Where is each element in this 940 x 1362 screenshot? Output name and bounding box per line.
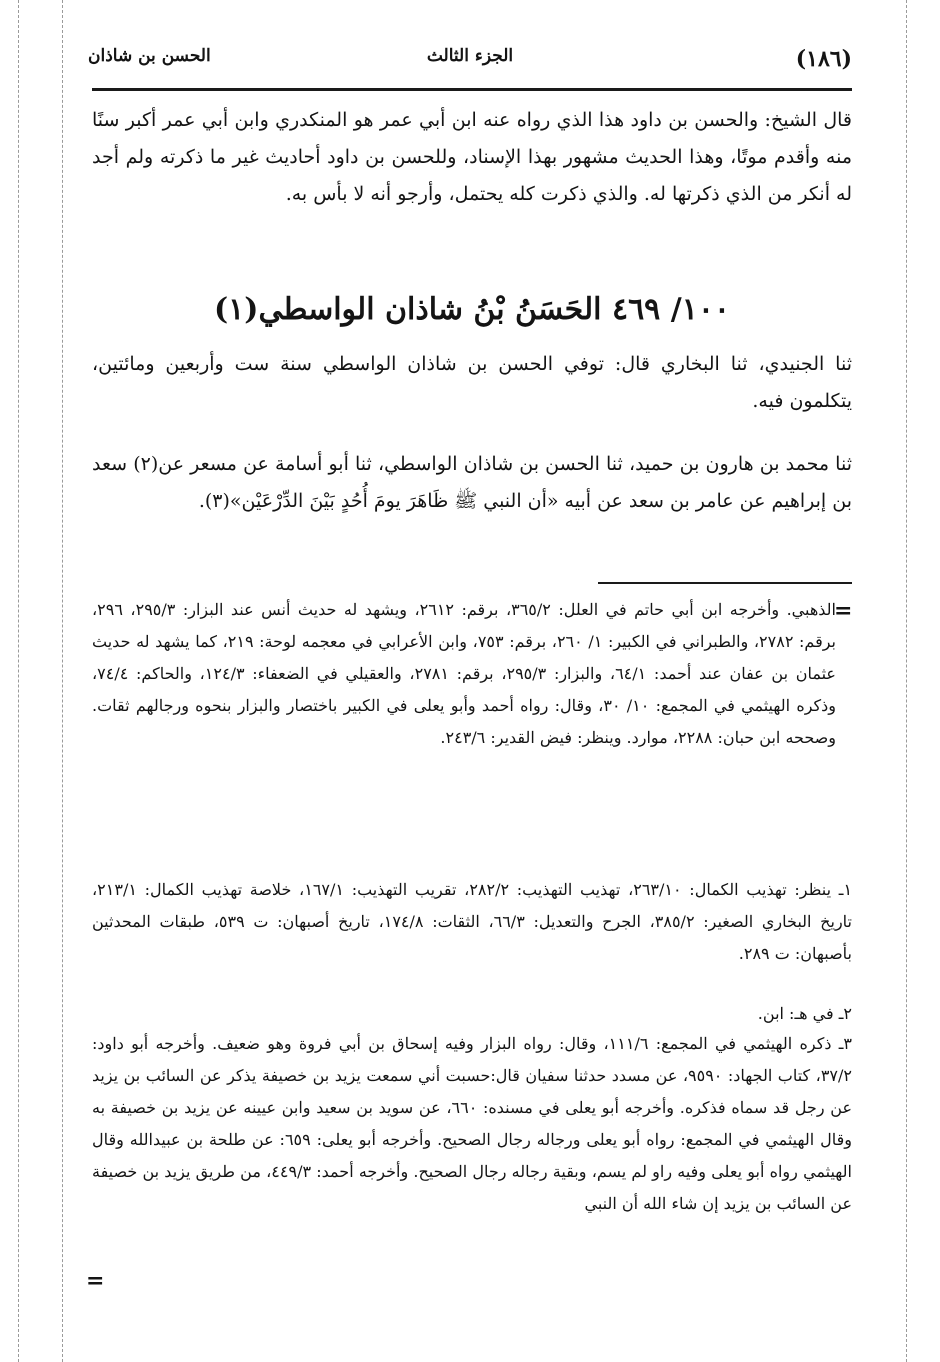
- footnote-continuation-marker: =: [834, 598, 853, 624]
- entry-title: ١٠٠/ ٤٦٩ الحَسَنُ بْنُ شاذان الواسطي(١): [213, 292, 731, 327]
- body-paragraph-2: ثنا محمد بن هارون بن حميد، ثنا الحسن بن شاذان الواسطي، ثنا أبو أسامة عن مسعر عن(٢) سعد بن إبراهيم عن عامر بن سعد عن أبيه «أن النبي ﷺ ظَاهَرَ يومَ أُحُدٍ بَيْنَ الدِّرْعَيْن»(٣).: [92, 453, 852, 512]
- page-header: [88, 46, 852, 86]
- body-paragraph-1: ثنا الجنيدي، ثنا البخاري قال: توفي الحسن بن شاذان الواسطي سنة ست وأربعين ومائتين، يتكلمون فيه.: [92, 353, 852, 412]
- scan-guide-line: [18, 0, 19, 1362]
- footnote-continuation: الذهبي. وأخرجه ابن أبي حاتم في العلل: ٣٦٥/٢، برقم: ٢٦١٢، ويشهد له حديث أنس عند البزار: ٢٩٥/٣، ٢٩٦، برقم: ٢٧٨٢، والطبراني في الكبير: ١/ ٢٦٠، برقم: ٧٥٣، وابن الأعرابي في معجمه لوحة: ٢١٩، كما يشهد له حديث عثمان بن عفان عند أحمد: ٦٤/١، والبزار: ٢٩٥/٣، برقم: ٢٧٨١، والعقيلي في الضعفاء: ١٢٤/٣، والحاكم: ٧٤/٤، وذكره الهيثمي في المجمع: ١٠/ ٣٠، وقال: رواه أحمد وأبو يعلى في الكبير باختصار والبزار بنحوه ورجالهم ثقات. وصححه ابن حبان: ٢٢٨٨، موارد. وينظر: فيض القدير: ٢٤٣/٦.: [92, 600, 837, 747]
- scan-guide-line: [62, 0, 63, 1362]
- volume-title: الجزء الثالث: [426, 46, 514, 66]
- intro-paragraph: قال الشيخ: والحسن بن داود هذا الذي رواه عنه ابن أبي عمر هو المنكدري وابن أبي عمر أكبر سنًا منه وأقدم موتًا، وهذا الحديث مشهور بهذا الإسناد، وللحسن بن داود أحاديث غير ما ذكرته ولم أجد له أنكر من الذي ذكرتها له. والذي ذكرت كله يحتمل، وأرجو أنه لا بأس به.: [92, 109, 852, 205]
- footnote-rule: [598, 582, 852, 584]
- footnote-3: ٣ـ ذكره الهيثمي في المجمع: ١١١/٦، وقال: رواه البزار وفيه إسحاق بن أبي فروة وهو ضعيف. وأخرجه أبو داود: ٣٧/٢، كتاب الجهاد: ٩٥٩٠، عن مسدد حدثنا سفيان قال:حسبت أني سمعت يزيد بن خصيفة يذكر عن السائب بن يزيد عن رجل قد سماه فذكره. وأخرجه أبو يعلى في مسنده: ٦٦٠، عن سويد بن سعيد وابن عيينه عن يزيد بن خصيفة به وقال الهيثمي في المجمع: رواه أبو يعلى ورجاله رجال الصحيح. وأخرجه أبو يعلى: ٦٥٩: عن طلحة بن عبيدالله وقال الهيثمي رواه أبو يعلى وفيه راو لم يسم، وبقية رجاله رجال الصحيح. وأخرجه أحمد: ٤٤٩/٣، من طريق يزيد بن خصيفة عن السائب بن يزيد إن شاء الله أن النبي: [92, 1034, 853, 1213]
- scan-guide-line: [906, 0, 907, 1362]
- running-title: الحسن بن شاذان: [88, 46, 211, 66]
- header-rule: [92, 88, 852, 91]
- footnote-2: ٢ـ في هـ: ابن.: [757, 1004, 852, 1023]
- page-number: (١٨٦): [795, 46, 852, 72]
- footnote-1: ١ـ ينظر: تهذيب الكمال: ٢٦٣/١٠، تهذيب التهذيب: ٢٨٢/٢، تقريب التهذيب: ١٦٧/١، خلاصة تهذيب الكمال: ٢١٣/١، تاريخ البخاري الصغير: ٣٨٥/٢، الجرح والتعديل: ٦٦/٣، الثقات: ١٧٤/٨، تاريخ أصبهان: ت ٥٣٩، طبقات المحدثين بأصبهان: ت ٢٨٩.: [92, 880, 853, 963]
- footnote-end-marker: =: [86, 1268, 105, 1294]
